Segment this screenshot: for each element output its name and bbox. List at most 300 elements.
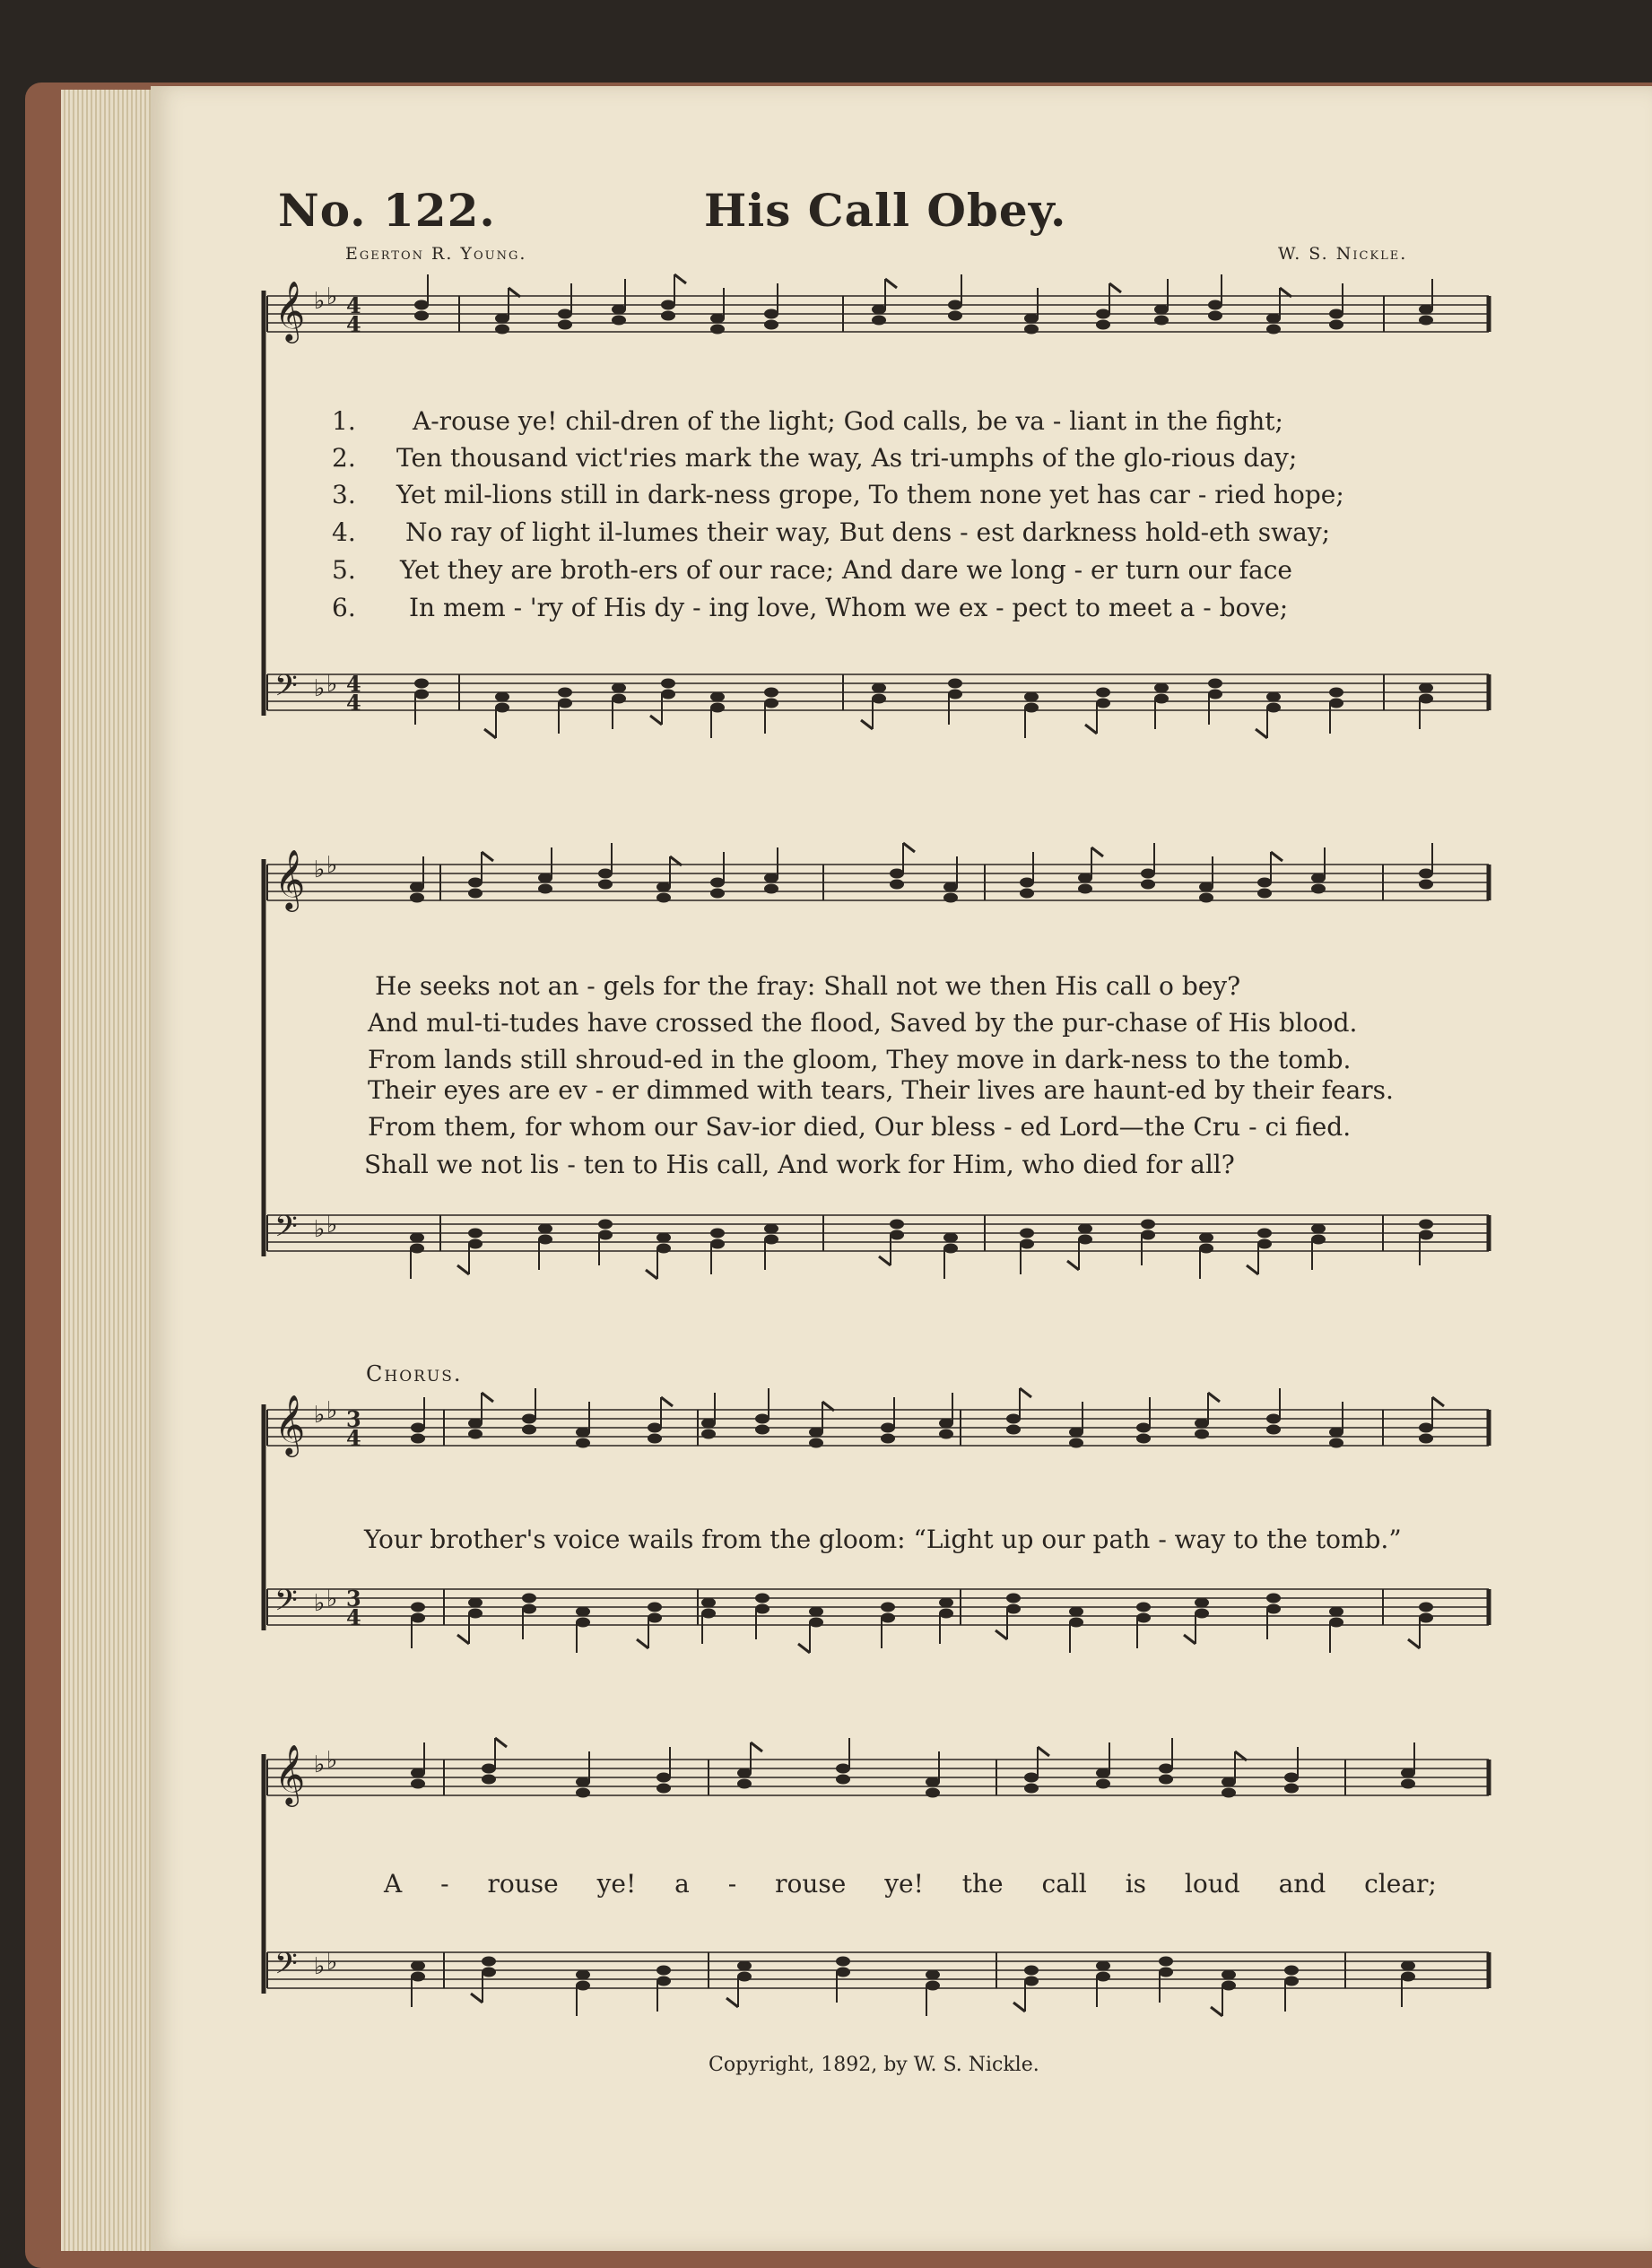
time-signature-denominator: 4 bbox=[346, 1604, 361, 1630]
bass-clef-icon: 𝄢 bbox=[274, 1584, 298, 1625]
note-head bbox=[881, 1613, 895, 1623]
note-head bbox=[495, 692, 509, 702]
note-head bbox=[468, 1419, 483, 1429]
note-head bbox=[468, 1429, 483, 1439]
note-head bbox=[1199, 893, 1213, 903]
note-flag bbox=[1038, 1747, 1049, 1756]
note-head bbox=[755, 1594, 769, 1603]
note-head bbox=[948, 311, 962, 321]
note-head bbox=[1096, 1972, 1110, 1982]
note-head bbox=[482, 1957, 496, 1967]
note-head bbox=[1222, 1981, 1236, 1991]
note-head bbox=[701, 1429, 716, 1439]
note-head bbox=[1419, 683, 1433, 693]
note-head bbox=[881, 1434, 895, 1444]
note-head bbox=[1020, 889, 1034, 899]
note-head bbox=[701, 1419, 716, 1429]
note-head bbox=[1154, 694, 1169, 704]
note-head bbox=[710, 314, 725, 324]
time-signature-numerator: 3 bbox=[346, 1406, 361, 1432]
note-head bbox=[1136, 1603, 1151, 1612]
note-head bbox=[612, 305, 626, 315]
note-head bbox=[1078, 1224, 1092, 1234]
note-head bbox=[926, 1981, 940, 1991]
note-flag bbox=[751, 1742, 762, 1751]
note-head bbox=[410, 1244, 424, 1254]
note-head bbox=[1069, 1607, 1083, 1617]
note-head bbox=[1096, 688, 1110, 698]
note-head bbox=[890, 880, 904, 890]
note-head bbox=[1419, 1220, 1433, 1230]
verse-text: From lands still shroud-ed in the gloom, They move in dark-ness to the tomb. bbox=[368, 1045, 1352, 1074]
note-head bbox=[1311, 884, 1326, 894]
note-head bbox=[764, 873, 778, 883]
verse-text: No ray of light il-lumes their way, But dens - est darkness hold-eth sway; bbox=[405, 517, 1331, 547]
note-head bbox=[482, 1764, 496, 1774]
note-head bbox=[410, 893, 424, 903]
note-flag bbox=[1091, 847, 1103, 856]
note-head bbox=[1266, 314, 1281, 324]
note-head bbox=[598, 1230, 613, 1240]
note-head bbox=[656, 1773, 671, 1783]
note-head bbox=[1020, 878, 1034, 888]
note-head bbox=[411, 1972, 425, 1982]
note-head bbox=[1096, 699, 1110, 708]
note-head bbox=[764, 1235, 778, 1245]
verse-2-line-1 bbox=[332, 443, 1471, 479]
note-head bbox=[576, 1981, 590, 1991]
note-head bbox=[1159, 1968, 1173, 1977]
note-head bbox=[495, 325, 509, 335]
note-head bbox=[612, 316, 626, 326]
note-head bbox=[648, 1423, 662, 1433]
note-head bbox=[939, 1429, 953, 1439]
note-head bbox=[1020, 1229, 1034, 1238]
treble-clef-icon: 𝄞 bbox=[274, 1743, 306, 1804]
note-head bbox=[576, 1428, 590, 1438]
note-head bbox=[661, 300, 675, 310]
note-head bbox=[1006, 1594, 1021, 1603]
note-head bbox=[1195, 1598, 1209, 1608]
note-head bbox=[1284, 1784, 1299, 1794]
composer-credit: W. S. Nickle. bbox=[1278, 244, 1408, 264]
note-head bbox=[1006, 1604, 1021, 1614]
note-head bbox=[1199, 882, 1213, 892]
treble-clef-icon: 𝄞 bbox=[274, 1394, 306, 1455]
chorus-label: Chorus. bbox=[366, 1361, 463, 1386]
note-head bbox=[1329, 1607, 1343, 1617]
note-head bbox=[1222, 1777, 1236, 1787]
note-flag bbox=[482, 852, 493, 861]
bass-clef-icon: 𝄢 bbox=[274, 669, 298, 710]
note-head bbox=[764, 309, 778, 319]
note-head bbox=[1024, 703, 1039, 713]
note-head bbox=[809, 1618, 823, 1628]
note-head bbox=[1024, 1977, 1039, 1986]
note-head bbox=[1141, 880, 1155, 890]
note-head bbox=[411, 1613, 425, 1623]
note-head bbox=[872, 305, 886, 315]
note-head bbox=[943, 893, 958, 903]
time-signature-denominator: 4 bbox=[346, 1425, 361, 1451]
note-head bbox=[1419, 869, 1433, 879]
note-head bbox=[1078, 884, 1092, 894]
note-head bbox=[522, 1594, 536, 1603]
note-head bbox=[1096, 309, 1110, 319]
bass-clef-icon: 𝄢 bbox=[274, 1947, 298, 1988]
flat-icon: ♭ bbox=[314, 675, 326, 702]
note-head bbox=[538, 1224, 552, 1234]
note-head bbox=[414, 311, 429, 321]
note-head bbox=[482, 1968, 496, 1977]
note-head bbox=[764, 699, 778, 708]
note-head bbox=[764, 884, 778, 894]
note-head bbox=[1266, 703, 1281, 713]
note-head bbox=[1329, 699, 1343, 708]
note-head bbox=[411, 1779, 425, 1789]
note-head bbox=[1141, 1230, 1155, 1240]
note-flag bbox=[1013, 2003, 1025, 2012]
verse-number: 1. bbox=[332, 406, 356, 436]
note-head bbox=[1208, 311, 1222, 321]
note-head bbox=[755, 1604, 769, 1614]
note-head bbox=[1020, 1239, 1034, 1249]
bass-clef-icon: 𝄢 bbox=[274, 1210, 298, 1251]
note-head bbox=[737, 1779, 752, 1789]
verse-text: Yet mil-lions still in dark-ness grope, To them none yet has car - ried hope; bbox=[396, 480, 1344, 509]
note-head bbox=[1222, 1788, 1236, 1798]
note-head bbox=[836, 1957, 850, 1967]
hymn-number: No. 122. bbox=[278, 184, 496, 237]
note-head bbox=[872, 683, 886, 693]
note-head bbox=[1096, 1768, 1110, 1778]
verse-6-line-1 bbox=[332, 593, 1471, 629]
note-head bbox=[656, 1966, 671, 1976]
note-head bbox=[1266, 1594, 1281, 1603]
note-head bbox=[482, 1775, 496, 1785]
note-head bbox=[656, 882, 671, 892]
note-head bbox=[1311, 1224, 1326, 1234]
note-head bbox=[1159, 1775, 1173, 1785]
note-head bbox=[656, 893, 671, 903]
note-head bbox=[1096, 1961, 1110, 1971]
note-head bbox=[710, 703, 725, 713]
note-flag bbox=[996, 1630, 1007, 1639]
note-head bbox=[1024, 1966, 1039, 1976]
note-flag bbox=[861, 720, 873, 729]
note-head bbox=[1284, 1773, 1299, 1783]
note-head bbox=[1154, 305, 1169, 315]
flat-icon: ♭ bbox=[326, 1212, 338, 1238]
note-head bbox=[1195, 1609, 1209, 1619]
note-head bbox=[1069, 1428, 1083, 1438]
verse-text: He seeks not an - gels for the fray: Shall not we then His call o bey? bbox=[375, 971, 1241, 1001]
verse-3-line-1 bbox=[332, 480, 1471, 516]
note-head bbox=[1199, 1244, 1213, 1254]
note-head bbox=[710, 325, 725, 335]
note-head bbox=[538, 873, 552, 883]
note-head bbox=[939, 1609, 953, 1619]
note-head bbox=[612, 683, 626, 693]
note-flag bbox=[484, 729, 496, 738]
note-flag bbox=[646, 1270, 657, 1279]
note-head bbox=[1006, 1425, 1021, 1435]
note-head bbox=[1257, 878, 1272, 888]
note-head bbox=[890, 1230, 904, 1240]
time-signature-numerator: 3 bbox=[346, 1586, 361, 1612]
note-head bbox=[410, 1233, 424, 1243]
note-head bbox=[943, 882, 958, 892]
time-signature-numerator: 4 bbox=[346, 292, 361, 318]
note-flag bbox=[726, 1998, 738, 2007]
note-head bbox=[1329, 1438, 1343, 1448]
note-head bbox=[522, 1414, 536, 1424]
verse-text: A-rouse ye! chil-dren of the light; God calls, be va - liant in the fight; bbox=[413, 406, 1283, 436]
note-head bbox=[1419, 1613, 1433, 1623]
note-head bbox=[1024, 1784, 1039, 1794]
note-head bbox=[411, 1434, 425, 1444]
note-head bbox=[558, 688, 572, 698]
note-head bbox=[558, 320, 572, 330]
time-signature-numerator: 4 bbox=[346, 671, 361, 697]
note-head bbox=[1096, 1779, 1110, 1789]
note-head bbox=[1006, 1414, 1021, 1424]
note-head bbox=[939, 1419, 953, 1429]
note-head bbox=[576, 1788, 590, 1798]
note-head bbox=[558, 309, 572, 319]
flat-icon: ♭ bbox=[326, 283, 338, 310]
note-head bbox=[538, 884, 552, 894]
note-head bbox=[890, 1220, 904, 1230]
note-flag bbox=[457, 1265, 469, 1274]
note-head bbox=[948, 300, 962, 310]
note-head bbox=[1078, 1235, 1092, 1245]
note-head bbox=[522, 1604, 536, 1614]
flat-icon: ♭ bbox=[314, 1216, 326, 1243]
note-head bbox=[881, 1603, 895, 1612]
note-head bbox=[1419, 1434, 1433, 1444]
note-head bbox=[576, 1607, 590, 1617]
note-head bbox=[598, 880, 613, 890]
note-head bbox=[1329, 1618, 1343, 1628]
note-head bbox=[648, 1434, 662, 1444]
note-head bbox=[764, 1224, 778, 1234]
note-flag bbox=[1184, 1635, 1196, 1644]
note-head bbox=[1266, 1425, 1281, 1435]
treble-clef-icon: 𝄞 bbox=[274, 848, 306, 909]
note-flag bbox=[879, 1256, 891, 1265]
verse-text: Their eyes are ev - er dimmed with tears, Their lives are haunt-ed by their fears. bbox=[368, 1075, 1394, 1105]
note-head bbox=[1136, 1434, 1151, 1444]
note-head bbox=[1311, 873, 1326, 883]
note-head bbox=[1078, 873, 1092, 883]
note-flag bbox=[482, 1393, 493, 1402]
note-head bbox=[890, 869, 904, 879]
verse-number: 4. bbox=[332, 517, 356, 547]
note-head bbox=[836, 1968, 850, 1977]
note-head bbox=[576, 1777, 590, 1787]
note-head bbox=[1266, 1604, 1281, 1614]
note-head bbox=[538, 1235, 552, 1245]
note-head bbox=[1419, 880, 1433, 890]
note-head bbox=[1329, 309, 1343, 319]
verse-text: And mul-ti-tudes have crossed the flood, Saved by the pur-chase of His blood. bbox=[368, 1008, 1358, 1038]
note-head bbox=[701, 1598, 716, 1608]
note-flag bbox=[1208, 1393, 1220, 1402]
note-head bbox=[710, 1239, 725, 1249]
note-head bbox=[926, 1970, 940, 1980]
note-head bbox=[1257, 1239, 1272, 1249]
flat-icon: ♭ bbox=[326, 671, 338, 698]
note-head bbox=[710, 1229, 725, 1238]
note-head bbox=[1284, 1966, 1299, 1976]
note-flag bbox=[1085, 725, 1097, 734]
treble-clef-icon: 𝄞 bbox=[274, 280, 306, 341]
note-head bbox=[755, 1414, 769, 1424]
note-head bbox=[1419, 694, 1433, 704]
flat-icon: ♭ bbox=[326, 1949, 338, 1976]
note-head bbox=[495, 703, 509, 713]
note-flag bbox=[471, 1994, 483, 2003]
note-flag bbox=[637, 1639, 648, 1648]
note-head bbox=[411, 1423, 425, 1433]
verse-5-line-1 bbox=[332, 555, 1471, 591]
note-head bbox=[1141, 1220, 1155, 1230]
note-head bbox=[468, 889, 483, 899]
note-head bbox=[598, 869, 613, 879]
note-head bbox=[1024, 1773, 1039, 1783]
note-head bbox=[737, 1768, 752, 1778]
note-head bbox=[1266, 692, 1281, 702]
note-flag bbox=[1109, 283, 1121, 292]
verse-number: 2. bbox=[332, 443, 356, 473]
note-head bbox=[1024, 314, 1039, 324]
note-head bbox=[1329, 688, 1343, 698]
note-head bbox=[1401, 1779, 1415, 1789]
note-head bbox=[872, 694, 886, 704]
note-head bbox=[656, 1233, 671, 1243]
verse-number: 5. bbox=[332, 555, 356, 585]
note-flag bbox=[1020, 1388, 1031, 1397]
flat-icon: ♭ bbox=[314, 288, 326, 315]
lyricist-credit: Egerton R. Young. bbox=[345, 244, 527, 264]
note-head bbox=[1419, 316, 1433, 326]
note-head bbox=[414, 300, 429, 310]
note-head bbox=[1159, 1764, 1173, 1774]
note-head bbox=[1257, 1229, 1272, 1238]
note-head bbox=[1311, 1235, 1326, 1245]
note-head bbox=[1329, 320, 1343, 330]
note-head bbox=[468, 1598, 483, 1608]
note-flag bbox=[661, 1397, 673, 1406]
note-head bbox=[1222, 1970, 1236, 1980]
note-head bbox=[576, 1438, 590, 1448]
note-head bbox=[661, 311, 675, 321]
verse-1-line-1 bbox=[332, 406, 1471, 442]
note-head bbox=[1096, 320, 1110, 330]
note-head bbox=[612, 694, 626, 704]
flat-icon: ♭ bbox=[326, 1397, 338, 1424]
note-head bbox=[701, 1609, 716, 1619]
note-head bbox=[1266, 1414, 1281, 1424]
note-head bbox=[468, 1239, 483, 1249]
note-head bbox=[1257, 889, 1272, 899]
note-flag bbox=[1432, 1397, 1444, 1406]
note-head bbox=[576, 1618, 590, 1628]
flat-icon: ♭ bbox=[314, 1751, 326, 1778]
flat-icon: ♭ bbox=[314, 1402, 326, 1429]
note-flag bbox=[674, 274, 686, 283]
note-head bbox=[1419, 1603, 1433, 1612]
note-head bbox=[939, 1598, 953, 1608]
note-head bbox=[1154, 316, 1169, 326]
note-head bbox=[943, 1233, 958, 1243]
note-head bbox=[1069, 1618, 1083, 1628]
note-head bbox=[926, 1788, 940, 1798]
note-head bbox=[410, 882, 424, 892]
note-flag bbox=[457, 1635, 469, 1644]
note-head bbox=[414, 690, 429, 700]
note-head bbox=[1401, 1961, 1415, 1971]
note-head bbox=[764, 320, 778, 330]
flat-icon: ♭ bbox=[326, 1747, 338, 1774]
note-head bbox=[411, 1961, 425, 1971]
note-head bbox=[1401, 1972, 1415, 1982]
flat-icon: ♭ bbox=[314, 1590, 326, 1617]
chorus-line-1: Your brother's voice wails from the gloom: “Light up our path - way to the tomb.” bbox=[364, 1525, 1402, 1554]
note-head bbox=[809, 1428, 823, 1438]
note-head bbox=[656, 1784, 671, 1794]
note-head bbox=[576, 1970, 590, 1980]
note-flag bbox=[1067, 1261, 1079, 1270]
note-head bbox=[1195, 1419, 1209, 1429]
note-head bbox=[598, 1220, 613, 1230]
note-head bbox=[881, 1423, 895, 1433]
flat-icon: ♭ bbox=[326, 1586, 338, 1612]
note-head bbox=[1154, 683, 1169, 693]
verse-text: Ten thousand vict'ries mark the way, As tri-umphs of the glo-rious day; bbox=[396, 443, 1298, 473]
verse-number: 6. bbox=[332, 593, 356, 622]
note-head bbox=[710, 889, 725, 899]
note-head bbox=[1199, 1233, 1213, 1243]
note-head bbox=[1024, 325, 1039, 335]
note-head bbox=[1419, 305, 1433, 315]
note-head bbox=[809, 1438, 823, 1448]
note-head bbox=[836, 1764, 850, 1774]
note-head bbox=[1136, 1423, 1151, 1433]
verse-text: In mem - 'ry of His dy - ing love, Whom we ex - pect to meet a - bove; bbox=[409, 593, 1289, 622]
note-head bbox=[1401, 1768, 1415, 1778]
note-head bbox=[495, 314, 509, 324]
note-head bbox=[1195, 1429, 1209, 1439]
note-head bbox=[943, 1244, 958, 1254]
note-head bbox=[522, 1425, 536, 1435]
note-head bbox=[948, 690, 962, 700]
chorus-line-2: A - rouse ye! a - rouse ye! the call is loud and clear; bbox=[384, 1869, 1437, 1899]
note-head bbox=[836, 1775, 850, 1785]
note-head bbox=[1069, 1438, 1083, 1448]
hymn-title: His Call Obey. bbox=[704, 184, 1067, 237]
verse-text: Yet they are broth-ers of our race; And dare we long - er turn our face bbox=[400, 555, 1292, 585]
note-head bbox=[710, 692, 725, 702]
note-flag bbox=[1211, 2007, 1222, 2016]
flat-icon: ♭ bbox=[326, 852, 338, 879]
note-head bbox=[1208, 679, 1222, 689]
note-head bbox=[1284, 1977, 1299, 1986]
note-head bbox=[737, 1972, 752, 1982]
note-head bbox=[872, 316, 886, 326]
note-head bbox=[1024, 692, 1039, 702]
